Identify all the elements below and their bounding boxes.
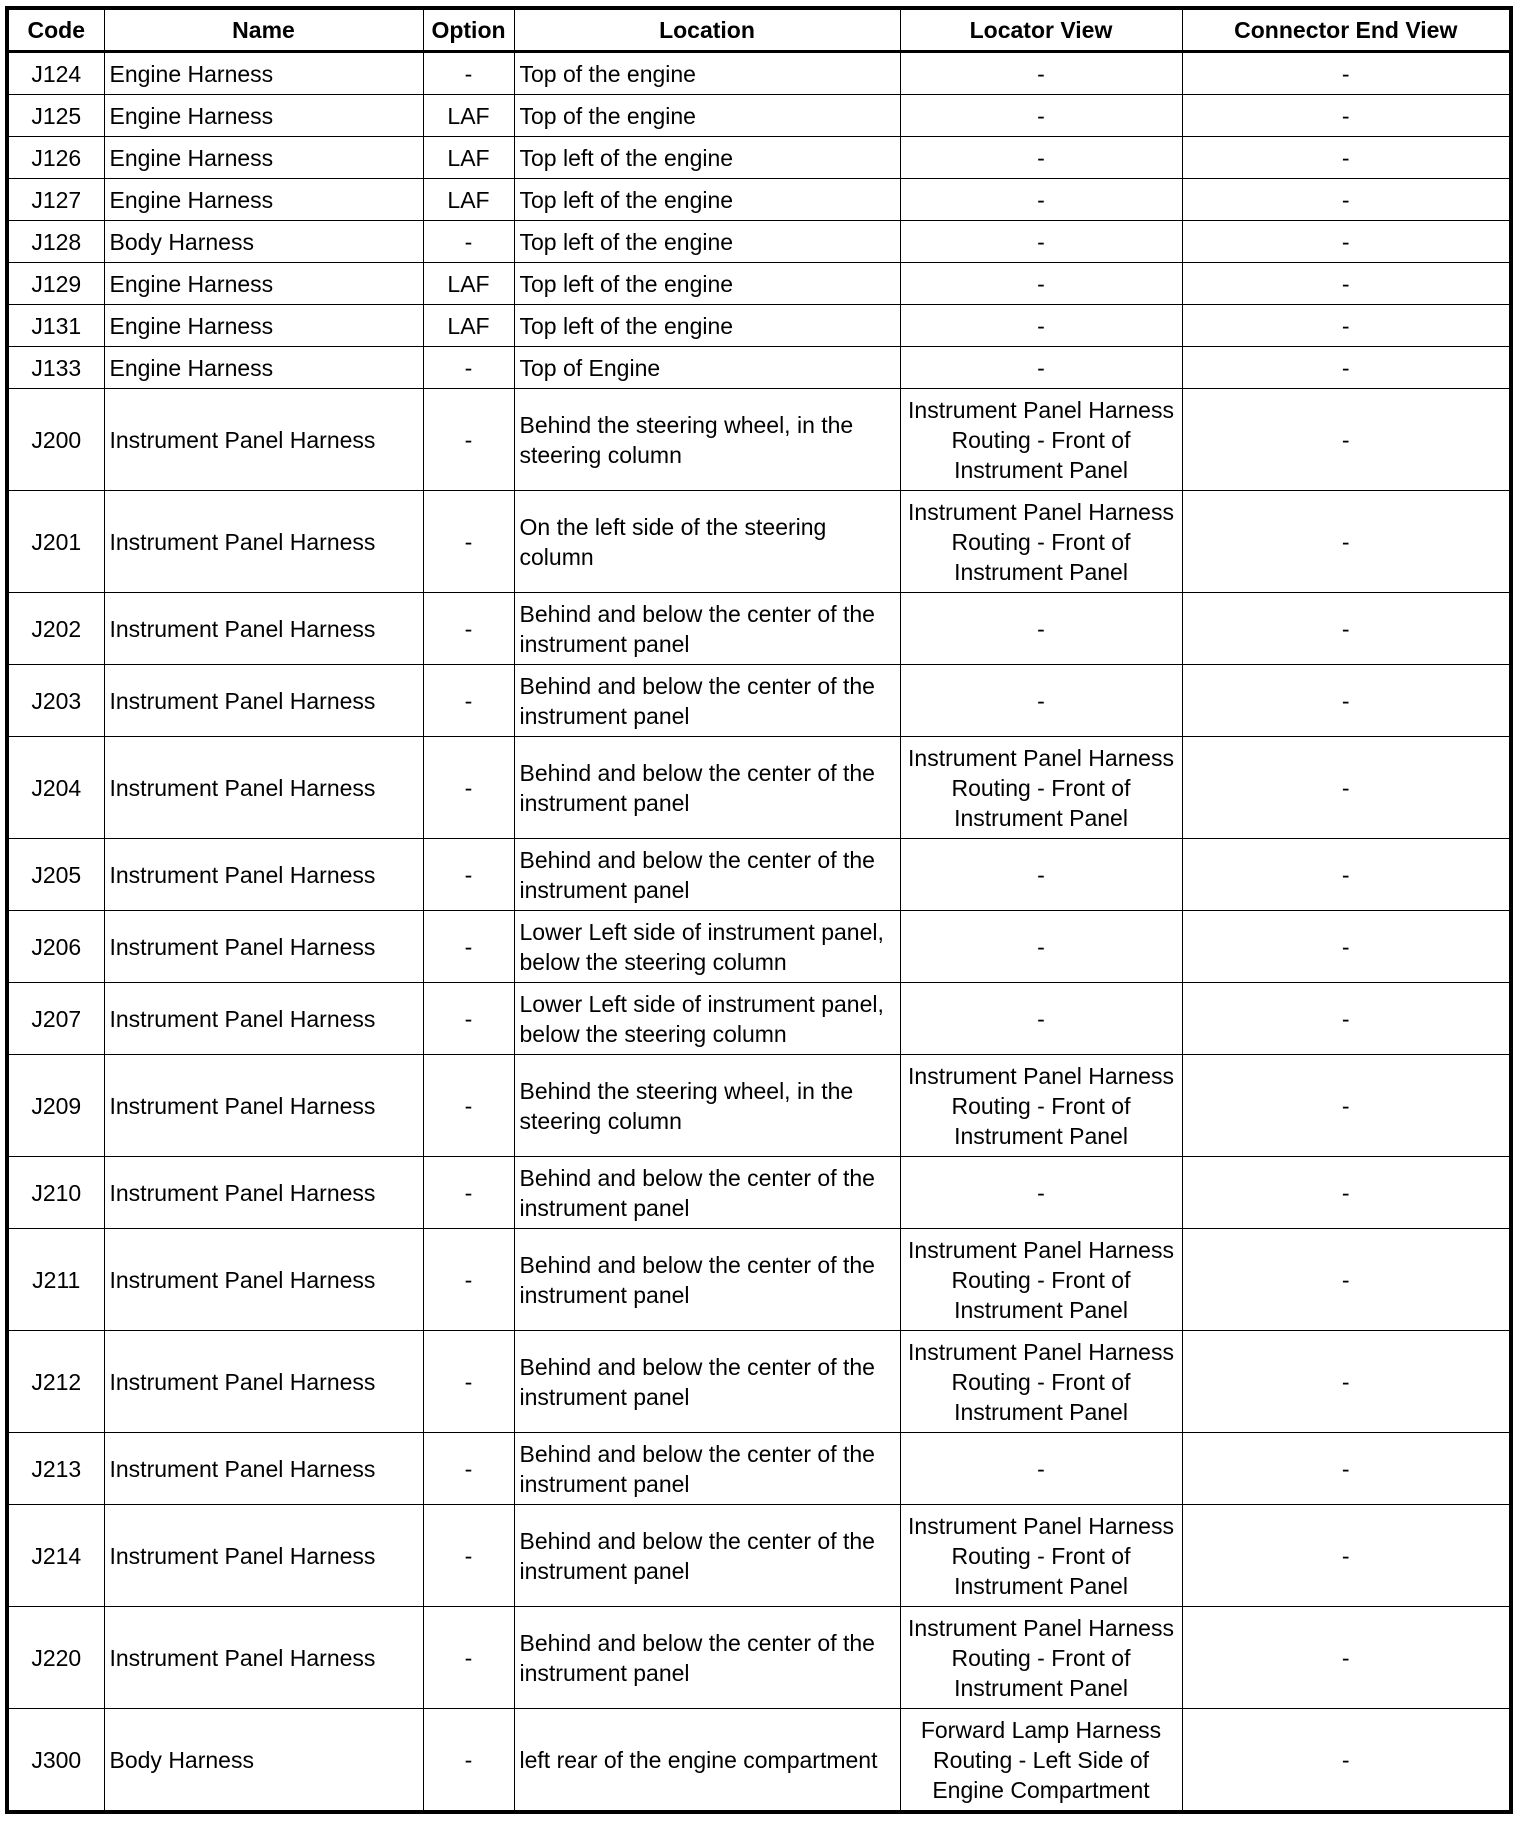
cell-locator-view: - (900, 52, 1182, 95)
cell-name: Instrument Panel Harness (104, 1433, 423, 1505)
cell-location: Behind and below the center of the instrument panel (514, 839, 900, 911)
cell-connector-end-view: - (1182, 665, 1511, 737)
cell-location: Behind and below the center of the instrument panel (514, 1157, 900, 1229)
cell-location: Top of the engine (514, 95, 900, 137)
cell-option: - (423, 1433, 514, 1505)
cell-location: Behind and below the center of the instrument panel (514, 1433, 900, 1505)
cell-code: J204 (7, 737, 104, 839)
cell-code: J211 (7, 1229, 104, 1331)
cell-location: Lower Left side of instrument panel, below the steering column (514, 983, 900, 1055)
cell-location: Top left of the engine (514, 305, 900, 347)
cell-connector-end-view: - (1182, 1331, 1511, 1433)
cell-connector-end-view: - (1182, 1607, 1511, 1709)
cell-option: - (423, 221, 514, 263)
cell-locator-view: - (900, 839, 1182, 911)
cell-connector-end-view: - (1182, 137, 1511, 179)
cell-location: Top of the engine (514, 52, 900, 95)
cell-code: J128 (7, 221, 104, 263)
cell-connector-end-view: - (1182, 347, 1511, 389)
cell-name: Instrument Panel Harness (104, 593, 423, 665)
cell-option: - (423, 347, 514, 389)
cell-name: Instrument Panel Harness (104, 665, 423, 737)
cell-name: Instrument Panel Harness (104, 491, 423, 593)
cell-locator-view: Forward Lamp Harness Routing - Left Side of Engine Compartment (900, 1709, 1182, 1813)
cell-connector-end-view: - (1182, 911, 1511, 983)
cell-option: - (423, 665, 514, 737)
cell-locator-view: - (900, 665, 1182, 737)
cell-name: Engine Harness (104, 95, 423, 137)
header-location: Location (514, 8, 900, 52)
cell-option: - (423, 52, 514, 95)
cell-connector-end-view: - (1182, 263, 1511, 305)
header-connector-end-view: Connector End View (1182, 8, 1511, 52)
cell-code: J205 (7, 839, 104, 911)
table-row (7, 1157, 1511, 1229)
table-row (7, 1331, 1511, 1433)
cell-name: Instrument Panel Harness (104, 1505, 423, 1607)
cell-locator-view: - (900, 95, 1182, 137)
cell-location: Behind and below the center of the instrument panel (514, 1505, 900, 1607)
table-row (7, 983, 1511, 1055)
cell-connector-end-view: - (1182, 1229, 1511, 1331)
table-row (7, 491, 1511, 593)
cell-location: Behind and below the center of the instrument panel (514, 1229, 900, 1331)
cell-name: Instrument Panel Harness (104, 911, 423, 983)
cell-location: Behind and below the center of the instrument panel (514, 1607, 900, 1709)
cell-connector-end-view: - (1182, 737, 1511, 839)
cell-option: - (423, 1157, 514, 1229)
cell-name: Instrument Panel Harness (104, 983, 423, 1055)
table-row (7, 221, 1511, 263)
cell-connector-end-view: - (1182, 305, 1511, 347)
header-option: Option (423, 8, 514, 52)
cell-location: Top left of the engine (514, 221, 900, 263)
cell-code: J300 (7, 1709, 104, 1813)
cell-option: - (423, 491, 514, 593)
cell-code: J200 (7, 389, 104, 491)
cell-locator-view: - (900, 1433, 1182, 1505)
cell-location: Behind and below the center of the instrument panel (514, 737, 900, 839)
cell-location: Behind and below the center of the instrument panel (514, 593, 900, 665)
cell-code: J212 (7, 1331, 104, 1433)
cell-name: Body Harness (104, 221, 423, 263)
cell-name: Instrument Panel Harness (104, 737, 423, 839)
cell-locator-view: Instrument Panel Harness Routing - Front of Instrument Panel (900, 1331, 1182, 1433)
cell-connector-end-view: - (1182, 1709, 1511, 1813)
cell-option: - (423, 1709, 514, 1813)
cell-locator-view: Instrument Panel Harness Routing - Front of Instrument Panel (900, 1229, 1182, 1331)
cell-option: LAF (423, 95, 514, 137)
header-locator-view: Locator View (900, 8, 1182, 52)
cell-locator-view: - (900, 263, 1182, 305)
cell-connector-end-view: - (1182, 52, 1511, 95)
table-body (7, 52, 1511, 1813)
cell-option: LAF (423, 179, 514, 221)
cell-option: - (423, 1505, 514, 1607)
cell-code: J125 (7, 95, 104, 137)
table-row (7, 1607, 1511, 1709)
cell-location: Behind and below the center of the instrument panel (514, 1331, 900, 1433)
cell-option: - (423, 389, 514, 491)
table-row (7, 1433, 1511, 1505)
cell-connector-end-view: - (1182, 1157, 1511, 1229)
cell-code: J202 (7, 593, 104, 665)
cell-option: - (423, 1331, 514, 1433)
cell-location: Behind the steering wheel, in the steering column (514, 1055, 900, 1157)
cell-name: Engine Harness (104, 305, 423, 347)
cell-code: J210 (7, 1157, 104, 1229)
cell-name: Instrument Panel Harness (104, 839, 423, 911)
table-row (7, 1709, 1511, 1813)
cell-connector-end-view: - (1182, 1433, 1511, 1505)
cell-connector-end-view: - (1182, 95, 1511, 137)
cell-location: Top left of the engine (514, 179, 900, 221)
cell-name: Instrument Panel Harness (104, 389, 423, 491)
cell-name: Instrument Panel Harness (104, 1229, 423, 1331)
header-name: Name (104, 8, 423, 52)
cell-code: J124 (7, 52, 104, 95)
cell-option: - (423, 1229, 514, 1331)
cell-option: - (423, 1607, 514, 1709)
cell-name: Engine Harness (104, 263, 423, 305)
table-row (7, 389, 1511, 491)
cell-locator-view: Instrument Panel Harness Routing - Front of Instrument Panel (900, 491, 1182, 593)
cell-name: Instrument Panel Harness (104, 1331, 423, 1433)
table-row (7, 137, 1511, 179)
header-code: Code (7, 8, 104, 52)
cell-option: - (423, 839, 514, 911)
cell-name: Instrument Panel Harness (104, 1607, 423, 1709)
cell-location: Lower Left side of instrument panel, below the steering column (514, 911, 900, 983)
cell-name: Engine Harness (104, 137, 423, 179)
table-row (7, 52, 1511, 95)
cell-code: J209 (7, 1055, 104, 1157)
cell-option: LAF (423, 305, 514, 347)
cell-code: J214 (7, 1505, 104, 1607)
table-row (7, 665, 1511, 737)
cell-locator-view: - (900, 593, 1182, 665)
cell-locator-view: Instrument Panel Harness Routing - Front of Instrument Panel (900, 389, 1182, 491)
table-row (7, 911, 1511, 983)
cell-code: J213 (7, 1433, 104, 1505)
cell-connector-end-view: - (1182, 1055, 1511, 1157)
cell-locator-view: - (900, 179, 1182, 221)
table-row (7, 263, 1511, 305)
cell-locator-view: - (900, 305, 1182, 347)
cell-locator-view: - (900, 983, 1182, 1055)
cell-locator-view: Instrument Panel Harness Routing - Front of Instrument Panel (900, 1055, 1182, 1157)
cell-connector-end-view: - (1182, 491, 1511, 593)
table-row (7, 839, 1511, 911)
header-row (7, 8, 1511, 52)
cell-option: - (423, 737, 514, 839)
table-row (7, 1229, 1511, 1331)
cell-name: Instrument Panel Harness (104, 1055, 423, 1157)
cell-locator-view: Instrument Panel Harness Routing - Front of Instrument Panel (900, 737, 1182, 839)
cell-connector-end-view: - (1182, 221, 1511, 263)
cell-name: Engine Harness (104, 52, 423, 95)
cell-name: Instrument Panel Harness (104, 1157, 423, 1229)
cell-location: On the left side of the steering column (514, 491, 900, 593)
cell-option: - (423, 593, 514, 665)
cell-location: left rear of the engine compartment (514, 1709, 900, 1813)
cell-location: Top left of the engine (514, 137, 900, 179)
cell-location: Behind and below the center of the instrument panel (514, 665, 900, 737)
cell-connector-end-view: - (1182, 983, 1511, 1055)
cell-code: J133 (7, 347, 104, 389)
cell-code: J201 (7, 491, 104, 593)
table-row (7, 1505, 1511, 1607)
cell-code: J126 (7, 137, 104, 179)
cell-connector-end-view: - (1182, 593, 1511, 665)
cell-locator-view: - (900, 221, 1182, 263)
cell-code: J129 (7, 263, 104, 305)
cell-name: Body Harness (104, 1709, 423, 1813)
cell-locator-view: - (900, 1157, 1182, 1229)
table-row (7, 593, 1511, 665)
cell-option: - (423, 1055, 514, 1157)
cell-code: J203 (7, 665, 104, 737)
table-row (7, 347, 1511, 389)
cell-code: J207 (7, 983, 104, 1055)
cell-option: LAF (423, 137, 514, 179)
cell-connector-end-view: - (1182, 839, 1511, 911)
cell-option: - (423, 983, 514, 1055)
cell-name: Engine Harness (104, 179, 423, 221)
cell-location: Top left of the engine (514, 263, 900, 305)
cell-location: Behind the steering wheel, in the steering column (514, 389, 900, 491)
cell-option: - (423, 911, 514, 983)
connector-table (5, 6, 1513, 1814)
cell-locator-view: - (900, 137, 1182, 179)
cell-name: Engine Harness (104, 347, 423, 389)
table-row (7, 737, 1511, 839)
cell-connector-end-view: - (1182, 389, 1511, 491)
cell-connector-end-view: - (1182, 1505, 1511, 1607)
cell-connector-end-view: - (1182, 179, 1511, 221)
cell-code: J127 (7, 179, 104, 221)
table-row (7, 179, 1511, 221)
cell-locator-view: - (900, 347, 1182, 389)
table-row (7, 305, 1511, 347)
cell-locator-view: Instrument Panel Harness Routing - Front of Instrument Panel (900, 1505, 1182, 1607)
table-row (7, 1055, 1511, 1157)
cell-locator-view: Instrument Panel Harness Routing - Front of Instrument Panel (900, 1607, 1182, 1709)
cell-code: J131 (7, 305, 104, 347)
cell-option: LAF (423, 263, 514, 305)
table-row (7, 95, 1511, 137)
cell-locator-view: - (900, 911, 1182, 983)
cell-location: Top of Engine (514, 347, 900, 389)
cell-code: J206 (7, 911, 104, 983)
cell-code: J220 (7, 1607, 104, 1709)
